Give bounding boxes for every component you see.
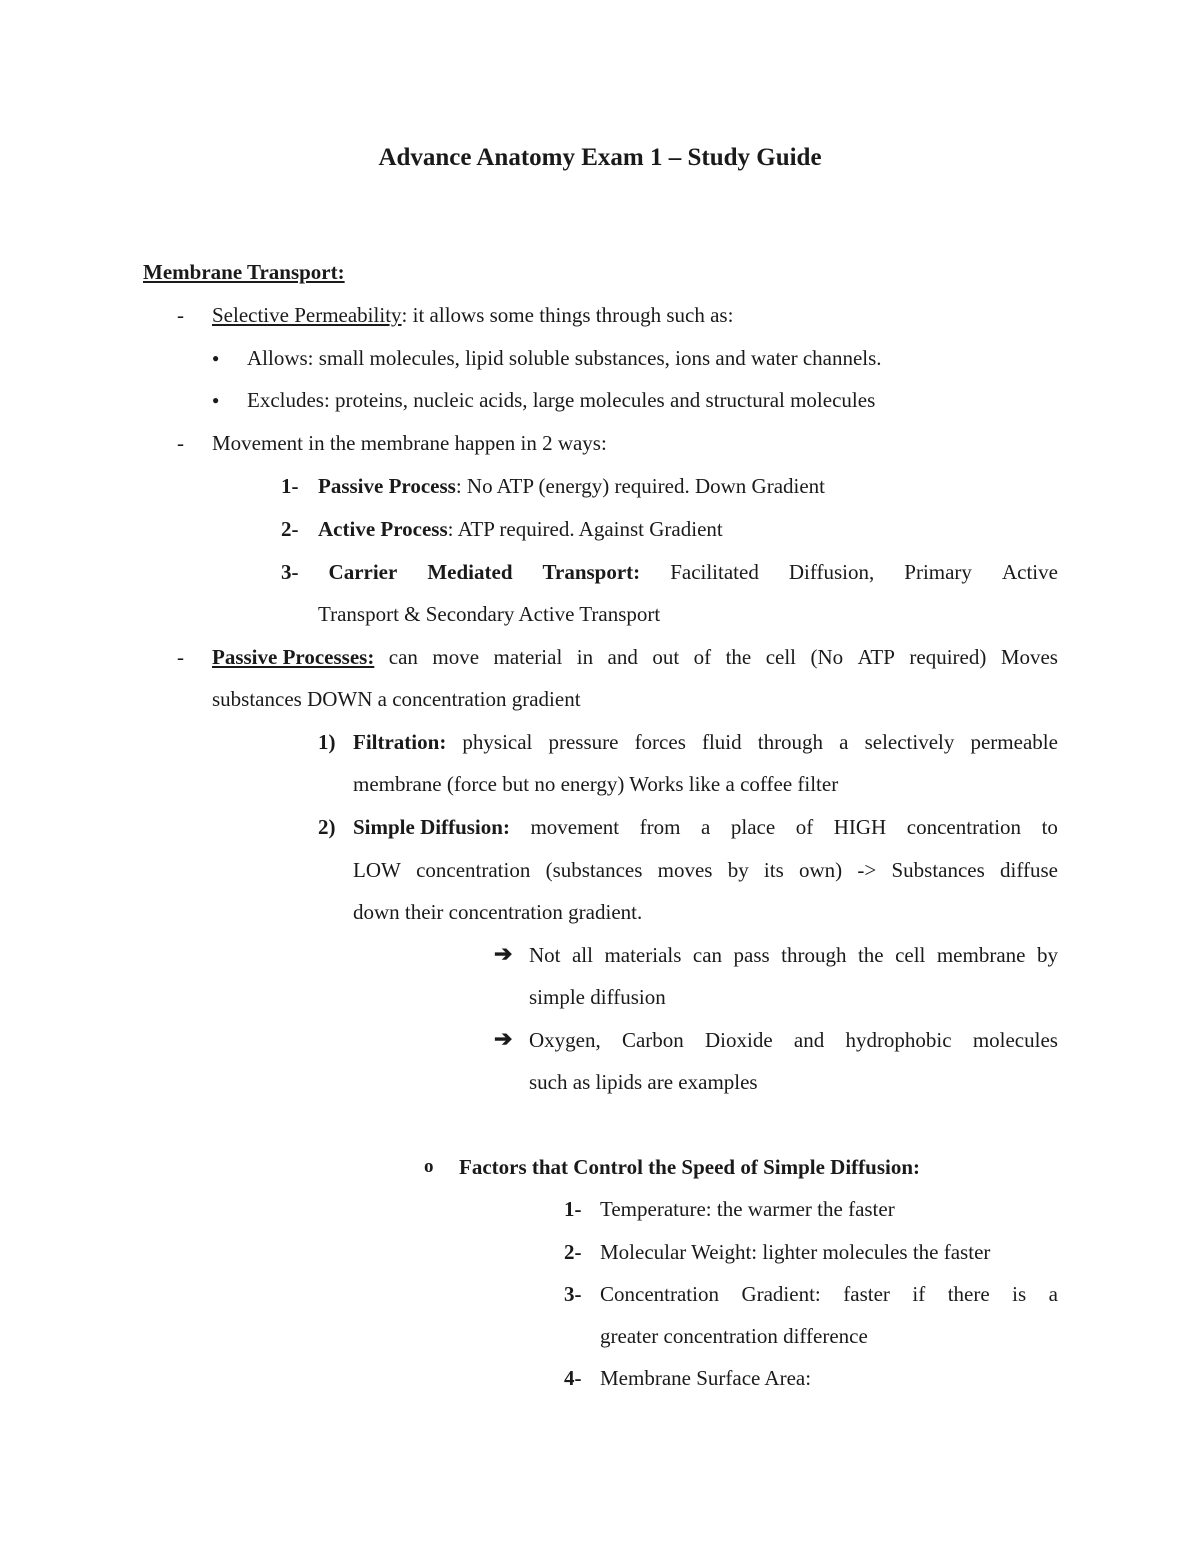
bullet-icon: ● <box>212 351 220 365</box>
word: materials <box>604 943 682 967</box>
simple-diffusion-line1 <box>353 814 1058 840</box>
carrier-desc-word: Primary <box>904 560 972 584</box>
list-number: 2) <box>318 815 336 839</box>
passive-process-item <box>281 473 825 499</box>
carrier-desc-word: Active <box>1001 560 1058 584</box>
simple-diffusion-line3: down their concentration gradient. <box>353 900 643 924</box>
allows-bullet: Allows: small molecules, lipid soluble substances, ions and water channels. <box>247 346 882 370</box>
word: movement <box>530 815 620 839</box>
mediated-word: Mediated <box>427 560 513 584</box>
word: of <box>693 645 712 669</box>
factor-item <box>564 1196 895 1222</box>
factor-text: Molecular Weight: lighter molecules the faster <box>600 1240 991 1264</box>
word: a <box>1048 1282 1058 1306</box>
active-process-text: : ATP required. Against Gradient <box>447 517 723 541</box>
word: (No <box>810 645 844 669</box>
factor-item-line1 <box>600 1281 1058 1307</box>
dash-marker: - <box>177 645 184 669</box>
word: Moves <box>1000 645 1058 669</box>
passive-processes-term: Passive Processes: <box>212 645 375 669</box>
list-number: 1- <box>564 1197 582 1221</box>
arrow-note-2-line1 <box>529 1027 1058 1053</box>
factor-text: Temperature: the warmer the faster <box>600 1197 895 1221</box>
word: a <box>701 815 711 839</box>
simple-diffusion-term: Simple Diffusion: <box>353 815 510 839</box>
word: cell <box>765 645 796 669</box>
word: Carbon <box>621 1028 684 1052</box>
word: is <box>1012 1282 1027 1306</box>
active-process-item <box>281 516 723 542</box>
factor-item <box>564 1239 990 1265</box>
list-number: 3- <box>281 560 299 584</box>
word: the <box>725 645 752 669</box>
word: moves <box>657 858 713 882</box>
word: all <box>571 943 593 967</box>
passive-processes-line2: substances DOWN a concentration gradient <box>212 687 581 711</box>
word: -> <box>857 858 877 882</box>
carrier-word: Carrier <box>328 560 398 584</box>
word: if <box>912 1282 926 1306</box>
word: of <box>795 815 814 839</box>
word: move <box>432 645 480 669</box>
word: pressure <box>548 730 619 754</box>
selective-permeability-item <box>212 302 733 328</box>
word: fluid <box>701 730 742 754</box>
carrier-mediated-line2: Transport & Secondary Active Transport <box>318 602 661 626</box>
word: permeable <box>970 730 1058 754</box>
dash-marker: - <box>177 431 184 455</box>
word: by <box>1036 943 1058 967</box>
word: Gradient: <box>741 1282 821 1306</box>
word: (substances <box>545 858 643 882</box>
word: diffuse <box>1000 858 1058 882</box>
factors-heading: Factors that Control the Speed of Simple Diffusion: <box>459 1155 921 1179</box>
dash-marker: - <box>177 303 184 327</box>
word: required) <box>909 645 987 669</box>
word: concentration <box>906 815 1022 839</box>
word: hydrophobic <box>845 1028 952 1052</box>
section-heading: Membrane Transport: <box>143 260 345 284</box>
word: its <box>763 858 784 882</box>
transport-word: Transport: <box>542 560 641 584</box>
passive-process-text: : No ATP (energy) required. Down Gradient <box>455 474 826 498</box>
word: cell <box>895 943 926 967</box>
list-number: 2- <box>564 1240 582 1264</box>
selective-permeability-text: : it allows some things through such as: <box>401 303 734 327</box>
word: there <box>947 1282 990 1306</box>
bullet-icon: ● <box>212 393 220 407</box>
word: through <box>781 943 847 967</box>
word: Substances <box>891 858 985 882</box>
factor-item-line2: greater concentration difference <box>600 1324 868 1348</box>
carrier-desc-word: Facilitated <box>670 560 759 584</box>
word: Concentration <box>600 1282 719 1306</box>
arrow-note-1-line1 <box>529 942 1058 968</box>
word: Oxygen, <box>529 1028 601 1052</box>
carrier-mediated-item <box>281 559 1058 585</box>
word: and <box>607 645 638 669</box>
filtration-line2: membrane (force but no energy) Works like a coffee filter <box>353 772 839 796</box>
page-title: Advance Anatomy Exam 1 – Study Guide <box>378 144 822 171</box>
circle-bullet-icon: o <box>424 1156 434 1177</box>
word: the <box>857 943 884 967</box>
arrow-note-1-line2: simple diffusion <box>529 985 666 1009</box>
word: selectively <box>864 730 955 754</box>
word: to <box>1041 815 1058 839</box>
word: ATP <box>857 645 895 669</box>
word: place <box>730 815 776 839</box>
word: out <box>652 645 680 669</box>
word: Not <box>529 943 561 967</box>
word: pass <box>733 943 770 967</box>
word: LOW <box>353 858 401 882</box>
word: Dioxide <box>705 1028 773 1052</box>
factor-text: Membrane Surface Area: <box>600 1366 812 1390</box>
carrier-desc-word: Diffusion, <box>788 560 875 584</box>
word: molecules <box>972 1028 1058 1052</box>
word: in <box>576 645 594 669</box>
word: and <box>793 1028 825 1052</box>
word: physical <box>462 730 533 754</box>
word: through <box>757 730 824 754</box>
simple-diffusion-line2 <box>353 857 1058 883</box>
movement-text: Movement in the membrane happen in 2 ways: <box>212 431 607 455</box>
word: can <box>388 645 418 669</box>
word: a <box>839 730 849 754</box>
passive-processes-line1 <box>212 644 1058 670</box>
arrow-icon: ➔ <box>494 941 513 966</box>
list-number: 4- <box>564 1366 582 1390</box>
word: forces <box>634 730 686 754</box>
arrow-note-2-line2: such as lipids are examples <box>529 1070 758 1094</box>
list-number: 2- <box>281 517 299 541</box>
word: material <box>493 645 563 669</box>
excludes-bullet: Excludes: proteins, nucleic acids, large molecules and structural molecules <box>247 388 876 412</box>
filtration-term: Filtration: <box>353 730 447 754</box>
word: by <box>727 858 749 882</box>
word: from <box>639 815 681 839</box>
word: can <box>692 943 723 967</box>
word: concentration <box>416 858 531 882</box>
factor-item <box>564 1365 811 1391</box>
arrow-icon: ➔ <box>494 1026 513 1051</box>
list-number: 1) <box>318 730 336 754</box>
word: own) <box>799 858 843 882</box>
word: faster <box>843 1282 890 1306</box>
list-number: 1- <box>281 474 299 498</box>
list-number: 3- <box>564 1282 582 1306</box>
carrier-mediated-line1 <box>281 559 1058 585</box>
active-process-term: Active Process <box>318 517 448 541</box>
passive-process-term: Passive Process <box>318 474 456 498</box>
word: membrane <box>936 943 1026 967</box>
filtration-line1 <box>353 729 1058 755</box>
selective-permeability-term: Selective Permeability <box>212 303 402 327</box>
word: HIGH <box>833 815 887 839</box>
